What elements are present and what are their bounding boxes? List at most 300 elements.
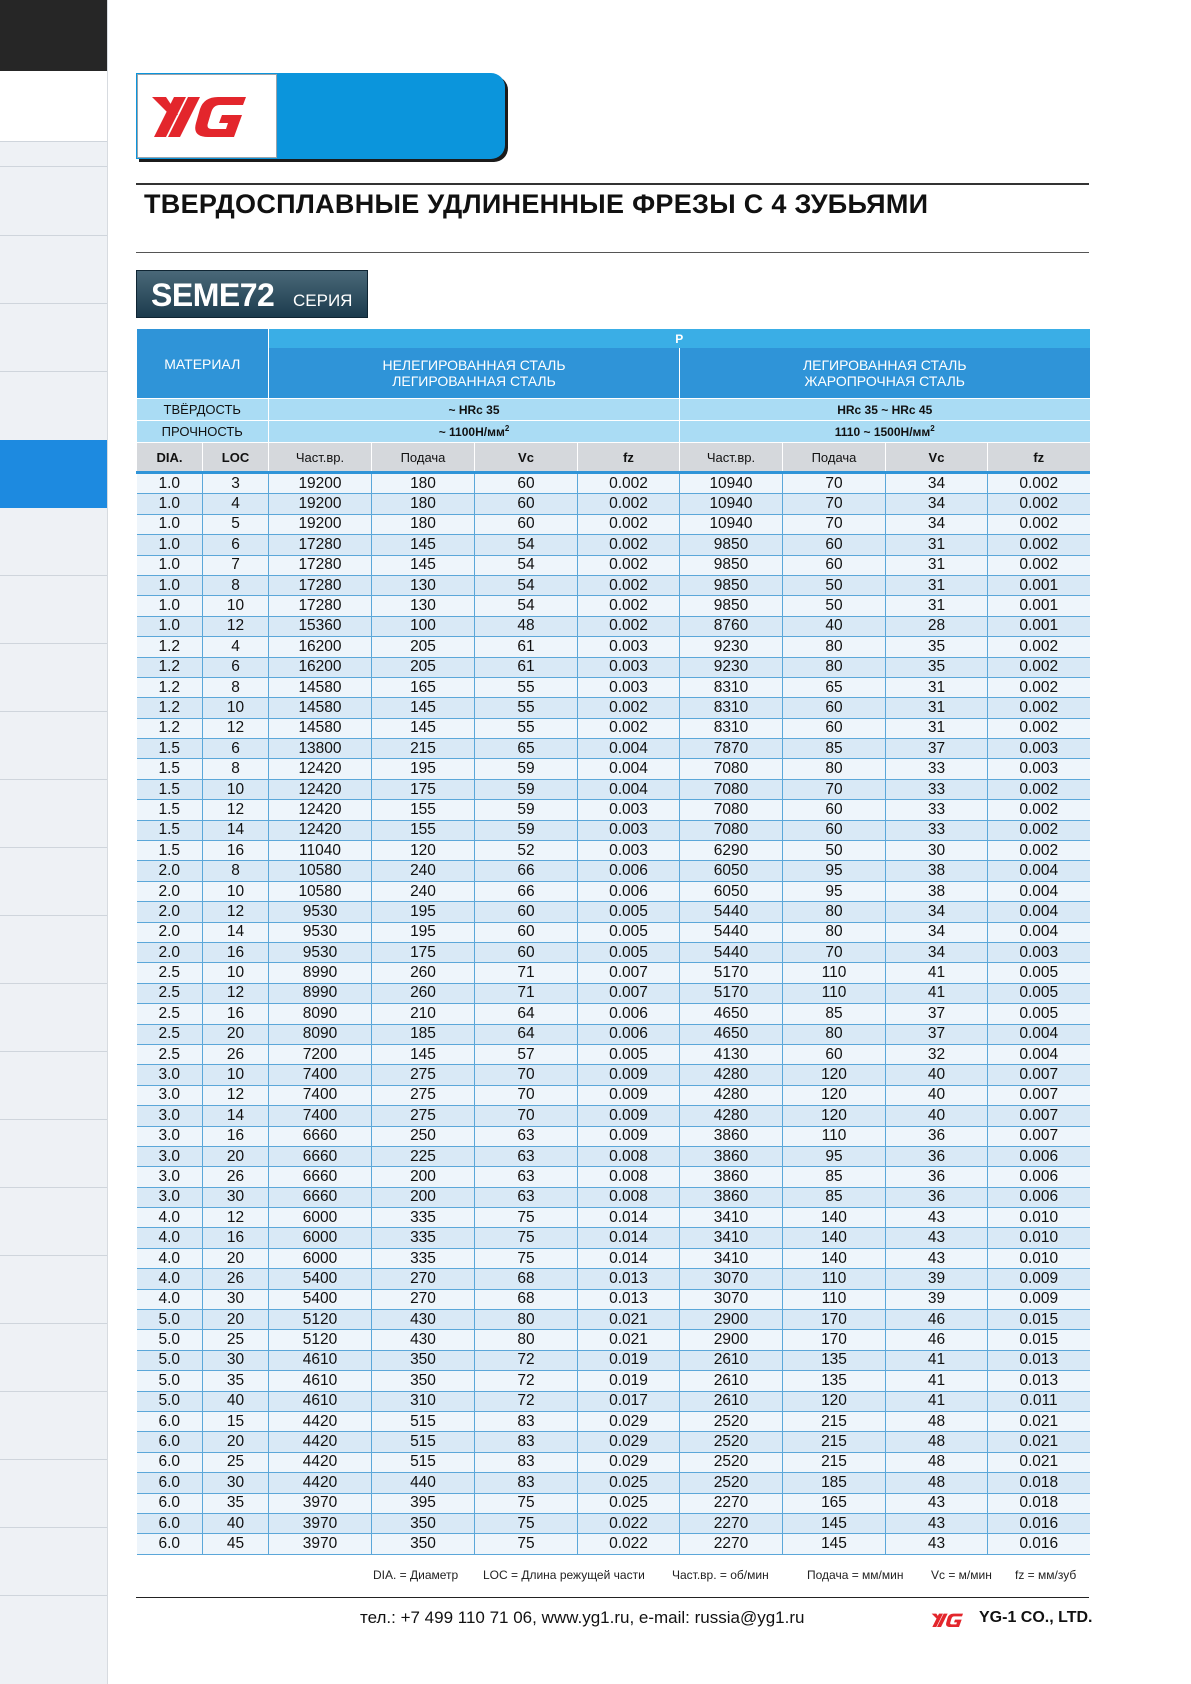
- table-cell: 0.002: [578, 718, 680, 738]
- side-index-strip: [0, 0, 108, 1684]
- table-cell: 9850: [680, 596, 783, 616]
- table-cell: 270: [372, 1289, 475, 1309]
- table-cell: 48: [475, 616, 578, 636]
- table-cell: 12420: [269, 759, 372, 779]
- side-index-divider: [0, 1187, 107, 1188]
- table-cell: 40: [203, 1513, 269, 1533]
- table-cell: 195: [372, 902, 475, 922]
- table-cell: 4610: [269, 1371, 372, 1391]
- table-cell: 30: [203, 1187, 269, 1207]
- table-cell: 3970: [269, 1493, 372, 1513]
- table-cell: 34: [886, 514, 988, 534]
- table-cell: 0.014: [578, 1228, 680, 1248]
- material-right: [680, 348, 1090, 399]
- strength-left-sup: 2: [504, 424, 510, 433]
- table-cell: 39: [886, 1289, 988, 1309]
- cutting-data-table: [136, 329, 1090, 1555]
- table-cell: 0.009: [988, 1269, 1090, 1289]
- table-cell: 1.5: [137, 820, 203, 840]
- material-left-line1: НЕЛЕГИРОВАННАЯ СТАЛЬ: [382, 357, 566, 373]
- table-cell: 110: [783, 1126, 886, 1146]
- table-cell: 9850: [680, 575, 783, 595]
- table-cell: 145: [372, 1044, 475, 1064]
- table-cell: 240: [372, 881, 475, 901]
- table-cell: 0.002: [988, 698, 1090, 718]
- table-cell: 0.013: [988, 1350, 1090, 1370]
- table-cell: 310: [372, 1391, 475, 1411]
- table-cell: 215: [783, 1452, 886, 1472]
- table-cell: 0.018: [988, 1473, 1090, 1493]
- table-cell: 8990: [269, 983, 372, 1003]
- table-cell: 48: [886, 1411, 988, 1431]
- table-cell: 8090: [269, 1024, 372, 1044]
- table-row: [137, 963, 1090, 983]
- table-cell: 80: [783, 922, 886, 942]
- table-cell: 0.009: [578, 1126, 680, 1146]
- strength-right-sup: 2: [930, 424, 935, 433]
- table-row: [137, 1044, 1090, 1064]
- table-cell: 0.021: [988, 1452, 1090, 1472]
- legend-item: Vc = м/мин: [931, 1568, 992, 1582]
- table-row: [137, 820, 1090, 840]
- table-cell: 4.0: [137, 1269, 203, 1289]
- table-cell: 0.007: [988, 1065, 1090, 1085]
- table-cell: 135: [783, 1371, 886, 1391]
- table-cell: 0.003: [988, 942, 1090, 962]
- column-header: fz: [988, 443, 1090, 473]
- table-cell: 6.0: [137, 1493, 203, 1513]
- table-cell: 6660: [269, 1187, 372, 1207]
- table-cell: 75: [475, 1228, 578, 1248]
- hardness-right: HRc 35 ~ HRc 45: [680, 399, 1090, 421]
- table-cell: 60: [783, 820, 886, 840]
- table-cell: 1.0: [137, 555, 203, 575]
- side-index-top-block: [0, 0, 107, 71]
- table-cell: 61: [475, 657, 578, 677]
- table-cell: 110: [783, 1269, 886, 1289]
- table-cell: 13800: [269, 739, 372, 759]
- table-cell: 0.029: [578, 1411, 680, 1431]
- table-cell: 14580: [269, 718, 372, 738]
- table-row: [137, 616, 1090, 636]
- table-cell: 30: [203, 1289, 269, 1309]
- table-cell: 0.010: [988, 1248, 1090, 1268]
- table-cell: 0.021: [578, 1330, 680, 1350]
- table-cell: 0.022: [578, 1513, 680, 1533]
- table-cell: 48: [886, 1473, 988, 1493]
- table-cell: 270: [372, 1269, 475, 1289]
- table-cell: 63: [475, 1167, 578, 1187]
- table-cell: 10: [203, 881, 269, 901]
- table-cell: 135: [783, 1350, 886, 1370]
- table-cell: 2900: [680, 1310, 783, 1330]
- table-cell: 1.2: [137, 718, 203, 738]
- table-cell: 155: [372, 800, 475, 820]
- table-cell: 0.005: [578, 922, 680, 942]
- table-cell: 1.5: [137, 800, 203, 820]
- table-cell: 440: [372, 1473, 475, 1493]
- table-cell: 0.002: [578, 494, 680, 514]
- table-cell: 38: [886, 881, 988, 901]
- table-cell: 95: [783, 861, 886, 881]
- table-cell: 200: [372, 1187, 475, 1207]
- table-cell: 0.003: [578, 657, 680, 677]
- footer-contact: тел.: +7 499 110 71 06, www.yg1.ru, e-mail: russia@yg1.ru: [360, 1608, 805, 1627]
- table-cell: 6000: [269, 1228, 372, 1248]
- table-cell: 4280: [680, 1106, 783, 1126]
- table-cell: 10: [203, 779, 269, 799]
- table-cell: 66: [475, 881, 578, 901]
- table-cell: 8: [203, 677, 269, 697]
- side-index-divider: [0, 575, 107, 576]
- strength-left: [269, 421, 680, 443]
- table-cell: 1.5: [137, 841, 203, 861]
- title-rule-bottom: [136, 252, 1089, 253]
- table-cell: 3.0: [137, 1106, 203, 1126]
- table-row: [137, 1391, 1090, 1411]
- table-cell: 95: [783, 881, 886, 901]
- table-cell: 0.016: [988, 1513, 1090, 1533]
- table-cell: 0.029: [578, 1432, 680, 1452]
- table-cell: 165: [783, 1493, 886, 1513]
- table-cell: 185: [783, 1473, 886, 1493]
- table-cell: 1.0: [137, 596, 203, 616]
- table-cell: 0.007: [988, 1085, 1090, 1105]
- table-cell: 9230: [680, 637, 783, 657]
- table-cell: 59: [475, 779, 578, 799]
- table-cell: 145: [372, 718, 475, 738]
- table-cell: 0.007: [578, 963, 680, 983]
- table-cell: 0.002: [988, 841, 1090, 861]
- table-cell: 120: [783, 1106, 886, 1126]
- table-cell: 2.5: [137, 1044, 203, 1064]
- table-cell: 0.008: [578, 1146, 680, 1166]
- table-cell: 0.002: [578, 555, 680, 575]
- table-cell: 9230: [680, 657, 783, 677]
- table-cell: 5440: [680, 942, 783, 962]
- table-row: [137, 555, 1090, 575]
- table-cell: 65: [475, 739, 578, 759]
- table-cell: 8310: [680, 698, 783, 718]
- table-cell: 26: [203, 1269, 269, 1289]
- table-cell: 80: [783, 759, 886, 779]
- side-index-divider: [0, 1595, 107, 1596]
- table-cell: 41: [886, 983, 988, 1003]
- table-cell: 6.0: [137, 1411, 203, 1431]
- table-cell: 7400: [269, 1106, 372, 1126]
- table-cell: 8990: [269, 963, 372, 983]
- table-cell: 0.002: [988, 535, 1090, 555]
- strength-right: [680, 421, 1090, 443]
- series-label: СЕРИЯ: [293, 291, 353, 310]
- table-cell: 16200: [269, 657, 372, 677]
- column-header: Vc: [886, 443, 988, 473]
- table-cell: 50: [783, 596, 886, 616]
- table-cell: 70: [475, 1065, 578, 1085]
- table-cell: 36: [886, 1126, 988, 1146]
- table-cell: 1.0: [137, 514, 203, 534]
- table-cell: 0.004: [988, 1044, 1090, 1064]
- table-cell: 0.009: [988, 1289, 1090, 1309]
- table-cell: 145: [372, 555, 475, 575]
- table-cell: 26: [203, 1044, 269, 1064]
- table-cell: 60: [475, 514, 578, 534]
- table-cell: 0.002: [988, 657, 1090, 677]
- table-cell: 12: [203, 1208, 269, 1228]
- table-cell: 46: [886, 1310, 988, 1330]
- table-cell: 5400: [269, 1289, 372, 1309]
- table-cell: 0.007: [988, 1106, 1090, 1126]
- table-cell: 180: [372, 494, 475, 514]
- side-index-divider: [0, 711, 107, 712]
- table-cell: 8310: [680, 718, 783, 738]
- table-cell: 0.002: [578, 514, 680, 534]
- table-cell: 83: [475, 1452, 578, 1472]
- table-cell: 6050: [680, 861, 783, 881]
- table-cell: 75: [475, 1248, 578, 1268]
- yg-small-logo-icon: [927, 1611, 973, 1629]
- table-cell: 15360: [269, 616, 372, 636]
- table-cell: 2610: [680, 1371, 783, 1391]
- table-cell: 60: [783, 555, 886, 575]
- table-cell: 5120: [269, 1310, 372, 1330]
- table-cell: 0.001: [988, 575, 1090, 595]
- table-cell: 10: [203, 963, 269, 983]
- hardness-left: ~ HRc 35: [269, 399, 680, 421]
- table-cell: 5.0: [137, 1330, 203, 1350]
- table-cell: 0.002: [988, 514, 1090, 534]
- table-cell: 9530: [269, 902, 372, 922]
- table-cell: 0.006: [988, 1187, 1090, 1207]
- table-cell: 20: [203, 1248, 269, 1268]
- side-index-divider: [0, 1527, 107, 1528]
- table-cell: 1.0: [137, 616, 203, 636]
- table-cell: 8: [203, 861, 269, 881]
- table-cell: 5440: [680, 902, 783, 922]
- legend-item: Подача = мм/мин: [807, 1568, 904, 1582]
- table-cell: 30: [203, 1473, 269, 1493]
- table-cell: 275: [372, 1085, 475, 1105]
- side-index-divider: [0, 1119, 107, 1120]
- table-row: [137, 1065, 1090, 1085]
- table-cell: 3860: [680, 1146, 783, 1166]
- table-cell: 0.022: [578, 1534, 680, 1554]
- table-cell: 34: [886, 902, 988, 922]
- table-cell: 145: [783, 1534, 886, 1554]
- table-cell: 75: [475, 1534, 578, 1554]
- table-cell: 95: [783, 1146, 886, 1166]
- table-cell: 43: [886, 1534, 988, 1554]
- table-cell: 31: [886, 555, 988, 575]
- table-cell: 6290: [680, 841, 783, 861]
- table-cell: 72: [475, 1391, 578, 1411]
- table-cell: 15: [203, 1411, 269, 1431]
- table-cell: 1.2: [137, 677, 203, 697]
- table-cell: 17280: [269, 535, 372, 555]
- table-cell: 8: [203, 575, 269, 595]
- table-row: [137, 1228, 1090, 1248]
- side-index-blank: [0, 71, 107, 141]
- table-cell: 0.007: [988, 1126, 1090, 1146]
- table-cell: 85: [783, 1187, 886, 1207]
- table-cell: 200: [372, 1167, 475, 1187]
- table-cell: 4.0: [137, 1289, 203, 1309]
- table-cell: 0.009: [578, 1065, 680, 1085]
- table-cell: 0.002: [988, 820, 1090, 840]
- table-row: [137, 535, 1090, 555]
- table-cell: 7080: [680, 820, 783, 840]
- table-cell: 145: [372, 698, 475, 718]
- title-rule-top: [136, 183, 1089, 185]
- table-cell: 14: [203, 820, 269, 840]
- legend-item: fz = мм/зуб: [1015, 1568, 1077, 1582]
- table-cell: 4130: [680, 1044, 783, 1064]
- table-row: [137, 677, 1090, 697]
- table-cell: 4.0: [137, 1208, 203, 1228]
- side-index-divider: [0, 371, 107, 372]
- table-cell: 0.013: [988, 1371, 1090, 1391]
- table-cell: 41: [886, 1391, 988, 1411]
- table-cell: 31: [886, 677, 988, 697]
- table-cell: 0.002: [988, 677, 1090, 697]
- table-row: [137, 1289, 1090, 1309]
- table-cell: 75: [475, 1208, 578, 1228]
- table-row: [137, 1310, 1090, 1330]
- table-cell: 20: [203, 1146, 269, 1166]
- table-cell: 0.003: [578, 677, 680, 697]
- table-cell: 1.0: [137, 473, 203, 494]
- side-index-divider: [0, 1459, 107, 1460]
- table-row: [137, 922, 1090, 942]
- table-cell: 12420: [269, 820, 372, 840]
- table-cell: 120: [783, 1065, 886, 1085]
- table-cell: 72: [475, 1371, 578, 1391]
- table-cell: 1.2: [137, 657, 203, 677]
- footer-rule: [136, 1597, 1089, 1598]
- table-row: [137, 1350, 1090, 1370]
- material-label: МАТЕРИАЛ: [137, 329, 269, 399]
- table-cell: 3.0: [137, 1126, 203, 1146]
- table-cell: 4: [203, 494, 269, 514]
- table-cell: 170: [783, 1330, 886, 1350]
- table-cell: 0.002: [988, 800, 1090, 820]
- table-cell: 41: [886, 963, 988, 983]
- table-cell: 4420: [269, 1452, 372, 1472]
- table-cell: 36: [886, 1187, 988, 1207]
- table-cell: 0.002: [988, 494, 1090, 514]
- table-row: [137, 1024, 1090, 1044]
- table-cell: 0.003: [988, 759, 1090, 779]
- table-cell: 5120: [269, 1330, 372, 1350]
- table-cell: 140: [783, 1228, 886, 1248]
- table-cell: 60: [475, 902, 578, 922]
- table-cell: 9850: [680, 555, 783, 575]
- table-cell: 240: [372, 861, 475, 881]
- table-row: [137, 1330, 1090, 1350]
- table-cell: 75: [475, 1513, 578, 1533]
- table-cell: 0.002: [988, 555, 1090, 575]
- table-cell: 2.0: [137, 902, 203, 922]
- side-index-divider: [0, 235, 107, 236]
- table-cell: 1.5: [137, 779, 203, 799]
- table-cell: 145: [783, 1513, 886, 1533]
- material-right-line2: ЖАРОПРОЧНАЯ СТАЛЬ: [804, 373, 965, 389]
- table-cell: 48: [886, 1452, 988, 1472]
- table-cell: 10: [203, 698, 269, 718]
- table-cell: 6.0: [137, 1513, 203, 1533]
- hardness-label: ТВЁРДОСТЬ: [137, 399, 269, 421]
- table-cell: 0.013: [578, 1269, 680, 1289]
- table-cell: 3070: [680, 1269, 783, 1289]
- table-cell: 0.014: [578, 1208, 680, 1228]
- table-cell: 0.004: [988, 902, 1090, 922]
- table-row: [137, 902, 1090, 922]
- table-row: [137, 779, 1090, 799]
- table-cell: 6: [203, 657, 269, 677]
- table-cell: 60: [475, 942, 578, 962]
- table-cell: 110: [783, 1289, 886, 1309]
- table-cell: 335: [372, 1248, 475, 1268]
- table-cell: 0.017: [578, 1391, 680, 1411]
- table-row: [137, 1473, 1090, 1493]
- table-cell: 35: [203, 1493, 269, 1513]
- table-cell: 225: [372, 1146, 475, 1166]
- table-cell: 12: [203, 1085, 269, 1105]
- table-cell: 0.019: [578, 1350, 680, 1370]
- table-cell: 6000: [269, 1208, 372, 1228]
- table-cell: 260: [372, 983, 475, 1003]
- table-cell: 0.004: [578, 739, 680, 759]
- table-cell: 60: [475, 473, 578, 494]
- table-cell: 4650: [680, 1004, 783, 1024]
- table-cell: 16200: [269, 637, 372, 657]
- table-cell: 350: [372, 1371, 475, 1391]
- table-cell: 215: [372, 739, 475, 759]
- table-cell: 14: [203, 1106, 269, 1126]
- series-name: SEME72: [151, 277, 275, 313]
- table-cell: 12: [203, 983, 269, 1003]
- table-cell: 0.003: [578, 820, 680, 840]
- table-cell: 0.011: [988, 1391, 1090, 1411]
- table-cell: 6.0: [137, 1534, 203, 1554]
- table-cell: 145: [372, 535, 475, 555]
- table-cell: 31: [886, 575, 988, 595]
- table-cell: 30: [203, 1350, 269, 1370]
- table-cell: 3.0: [137, 1146, 203, 1166]
- table-cell: 6660: [269, 1126, 372, 1146]
- brand-logo-box: [137, 74, 277, 158]
- table-cell: 2900: [680, 1330, 783, 1350]
- table-row: [137, 1248, 1090, 1268]
- table-cell: 140: [783, 1248, 886, 1268]
- table-row: [137, 983, 1090, 1003]
- table-cell: 0.002: [578, 698, 680, 718]
- side-index-divider: [0, 1391, 107, 1392]
- table-cell: 30: [886, 841, 988, 861]
- table-cell: 70: [783, 779, 886, 799]
- table-cell: 60: [783, 718, 886, 738]
- table-cell: 9850: [680, 535, 783, 555]
- table-cell: 3410: [680, 1208, 783, 1228]
- table-cell: 430: [372, 1310, 475, 1330]
- table-cell: 3.0: [137, 1085, 203, 1105]
- table-cell: 60: [783, 535, 886, 555]
- table-cell: 0.002: [578, 616, 680, 636]
- table-row: [137, 841, 1090, 861]
- table-row: [137, 881, 1090, 901]
- table-cell: 8310: [680, 677, 783, 697]
- table-cell: 70: [475, 1085, 578, 1105]
